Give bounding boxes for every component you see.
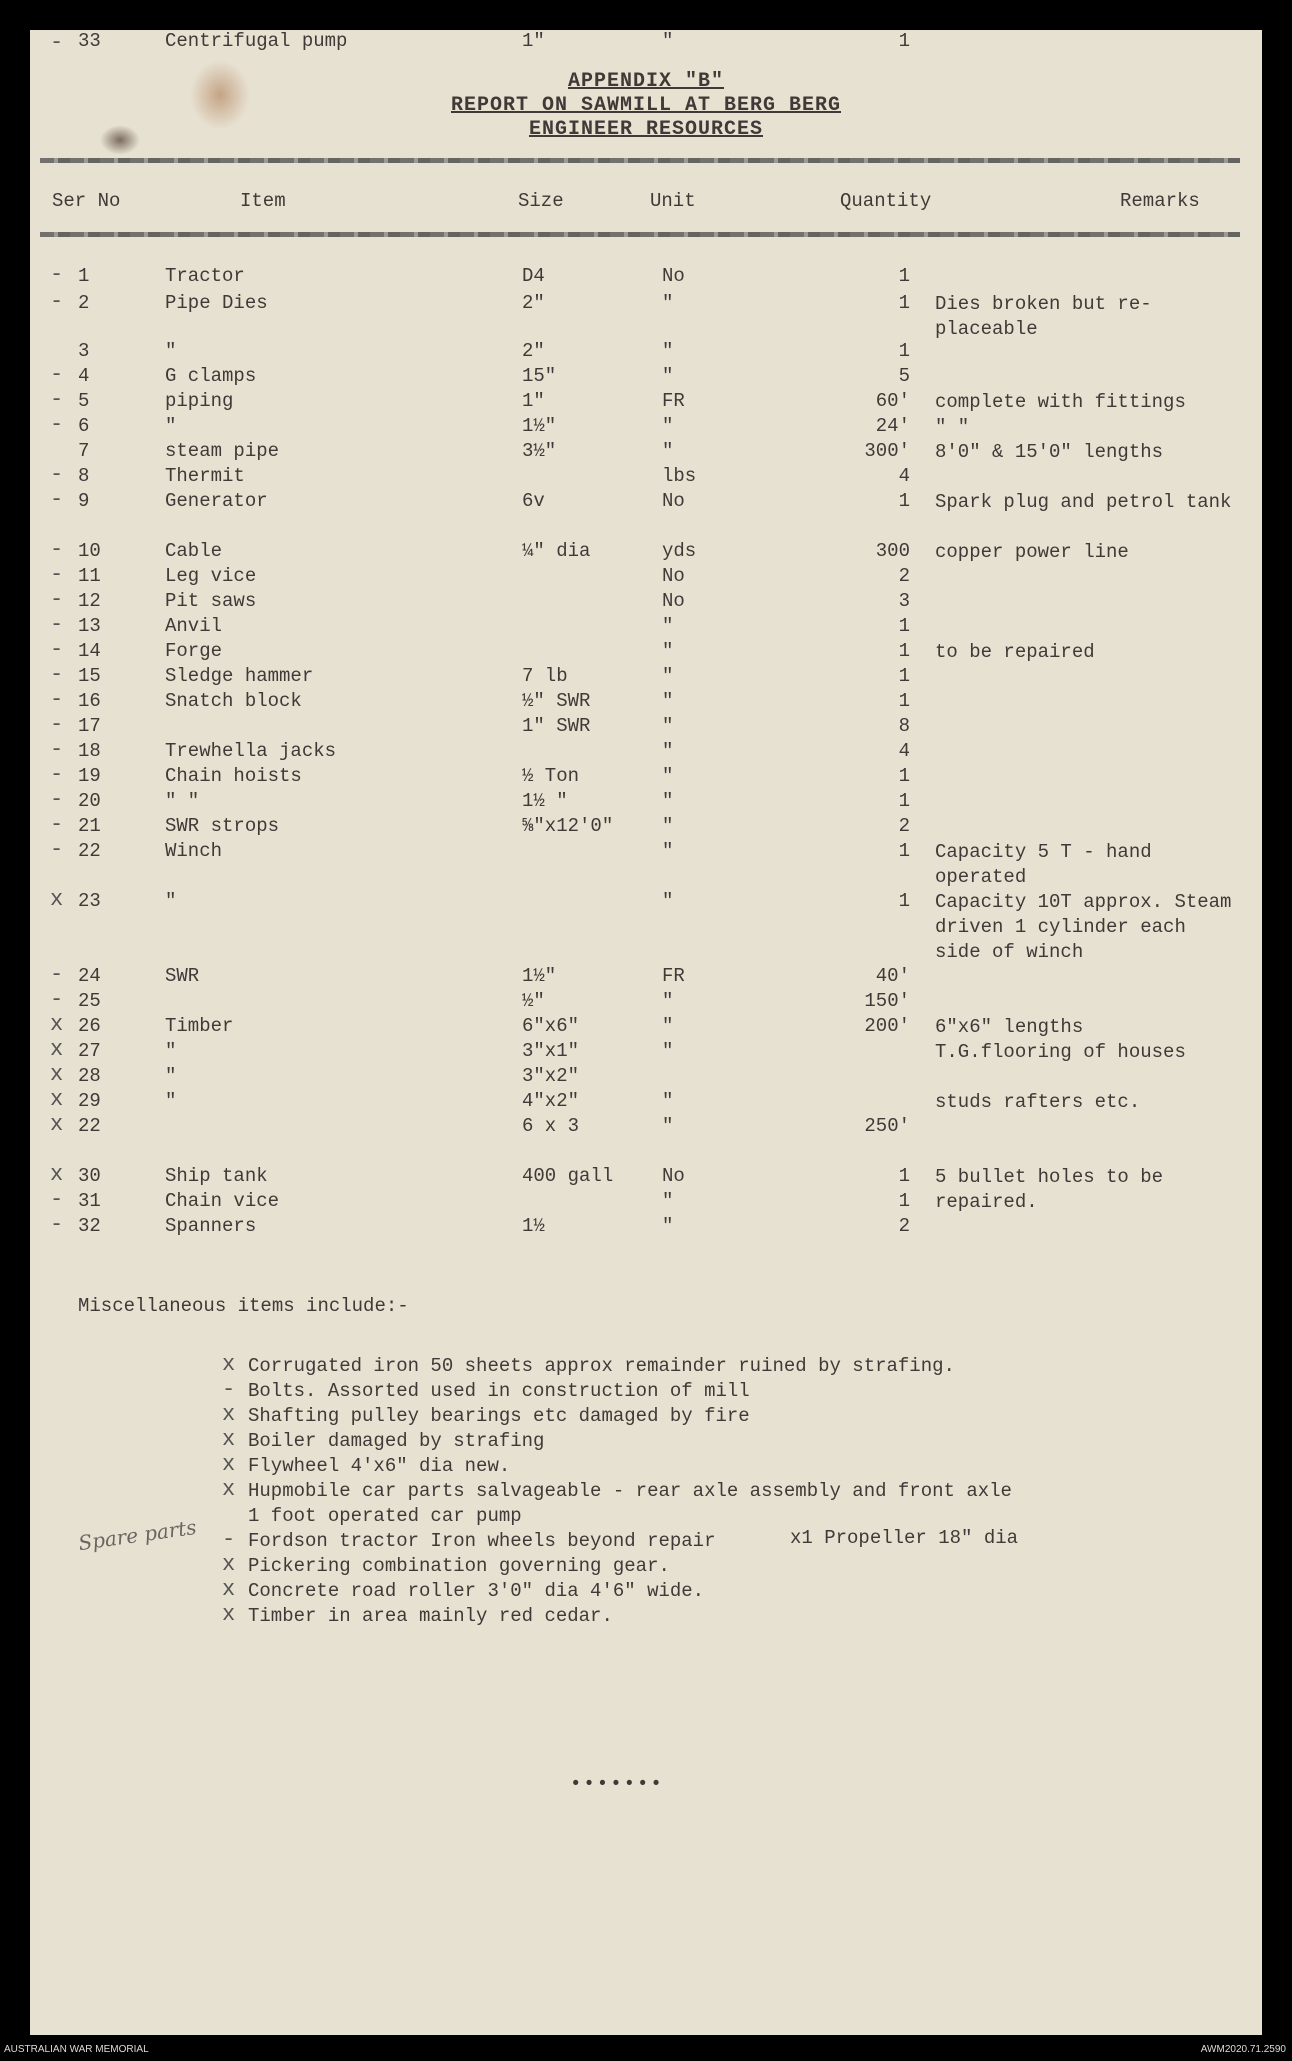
row-item: Tractor	[165, 265, 245, 287]
row-unit: lbs	[662, 465, 697, 487]
row-unit: "	[662, 415, 674, 437]
row-mark: -	[50, 487, 64, 512]
row-mark: -	[50, 587, 64, 612]
row-quantity: 1	[898, 1165, 910, 1187]
appendix-title: APPENDIX "B"	[567, 70, 725, 93]
row-quantity: 1	[898, 690, 910, 712]
row-size: 3"x1"	[522, 1040, 580, 1062]
row-mark: x	[50, 1012, 64, 1037]
row-unit: "	[662, 1190, 674, 1212]
row-item: Chain vice	[165, 1190, 280, 1212]
row-size: 400 gall	[522, 1165, 614, 1187]
row-quantity: 1	[898, 665, 910, 687]
row-unit: "	[662, 440, 674, 462]
row-unit: "	[662, 1090, 674, 1112]
misc-mark: x	[222, 1352, 236, 1377]
row-size: 6"x6"	[522, 1015, 580, 1037]
end-marks: •••••••	[570, 1773, 664, 1795]
misc-mark: x	[222, 1402, 236, 1427]
handwritten-annotation: Spare parts	[76, 1514, 198, 1556]
row-ser-no: 7	[78, 440, 90, 462]
row-remarks: studs rafters etc.	[935, 1091, 1141, 1113]
misc-item: Flywheel 4'x6" dia new.	[248, 1455, 511, 1477]
row-ser-no: 14	[78, 640, 101, 662]
row-quantity: 2	[898, 1215, 910, 1237]
row-unit: No	[662, 565, 685, 587]
row-item: G clamps	[165, 365, 257, 387]
row-ser-no: 27	[78, 1040, 101, 1062]
row-remarks: 6"x6" lengths	[935, 1016, 1084, 1038]
row-mark: -	[50, 787, 64, 812]
row-size: ½" SWR	[522, 690, 591, 712]
misc-mark: x	[222, 1552, 236, 1577]
row-unit: "	[662, 1040, 674, 1062]
row-mark: -	[50, 462, 64, 487]
row-unit: No	[662, 265, 685, 287]
row-size: 1½ "	[522, 790, 568, 812]
row-remarks: copper power line	[935, 541, 1129, 563]
row-size: 3½"	[522, 440, 557, 462]
misc-mark: x	[222, 1577, 236, 1602]
row-quantity: 300	[875, 540, 910, 562]
row-size: 1½	[522, 1215, 545, 1237]
row-quantity: 2	[898, 565, 910, 587]
row-item: Ship tank	[165, 1165, 268, 1187]
row-quantity: 1	[898, 30, 910, 52]
row-ser-no: 25	[78, 990, 101, 1012]
misc-heading: Miscellaneous items include:-	[78, 1295, 409, 1317]
row-size: D4	[522, 265, 545, 287]
row-size: 1"	[522, 390, 545, 412]
misc-item: Shafting pulley bearings etc damaged by fire	[248, 1405, 750, 1427]
misc-item: Hupmobile car parts salvageable - rear axle assembly and front axle	[248, 1480, 1012, 1502]
row-item: Cable	[165, 540, 223, 562]
footer-left: AUSTRALIAN WAR MEMORIAL	[4, 2044, 149, 2055]
row-mark: -	[50, 362, 64, 387]
row-ser-no: 32	[78, 1215, 101, 1237]
row-ser-no: 10	[78, 540, 101, 562]
row-ser-no: 8	[78, 465, 90, 487]
misc-item: Fordson tractor Iron wheels beyond repair	[248, 1530, 716, 1552]
row-remarks: complete with fittings	[935, 391, 1186, 413]
row-size: 4"x2"	[522, 1090, 580, 1112]
misc-item: Corrugated iron 50 sheets approx remainder ruined by strafing.	[248, 1355, 955, 1377]
misc-item: 1 foot operated car pump	[248, 1505, 522, 1527]
row-item: steam pipe	[165, 440, 280, 462]
row-unit: No	[662, 490, 685, 512]
row-mark: -	[50, 612, 64, 637]
row-unit: No	[662, 1165, 685, 1187]
row-size: 6v	[522, 490, 545, 512]
row-mark: -	[50, 289, 64, 314]
row-item: Thermit	[165, 465, 245, 487]
row-size: 15"	[522, 365, 557, 387]
row-size: ⅝"x12'0"	[522, 815, 614, 837]
row-remarks: 8'0" & 15'0" lengths	[935, 441, 1164, 463]
misc-mark: -	[222, 1377, 236, 1402]
row-unit: "	[662, 790, 674, 812]
row-item: Trewhella jacks	[165, 740, 337, 762]
row-ser-no: 15	[78, 665, 101, 687]
row-ser-no: 31	[78, 1190, 101, 1212]
misc-mark: -	[222, 1527, 236, 1552]
row-mark: -	[50, 837, 64, 862]
row-ser-no: 1	[78, 265, 90, 287]
row-remarks: Spark plug and petrol tank	[935, 491, 1232, 513]
row-unit: "	[662, 365, 674, 387]
row-unit: "	[662, 340, 674, 362]
row-ser-no: 33	[78, 30, 101, 52]
row-quantity: 250'	[864, 1115, 910, 1137]
row-ser-no: 4	[78, 365, 90, 387]
row-item: Chain hoists	[165, 765, 302, 787]
row-mark: -	[50, 962, 64, 987]
row-ser-no: 6	[78, 415, 90, 437]
row-item: SWR	[165, 965, 200, 987]
row-mark: -	[50, 562, 64, 587]
row-size: 2"	[522, 292, 545, 314]
misc-item: Boiler damaged by strafing	[248, 1430, 545, 1452]
row-quantity: 2	[898, 815, 910, 837]
row-unit: "	[662, 715, 674, 737]
row-item: "	[165, 415, 177, 437]
col-header-quantity: Quantity	[840, 190, 932, 212]
row-unit: "	[662, 1115, 674, 1137]
row-mark: -	[50, 412, 64, 437]
misc-mark: x	[222, 1477, 236, 1502]
row-unit: yds	[662, 540, 697, 562]
row-size: ½ Ton	[522, 765, 580, 787]
row-item: Centrifugal pump	[165, 30, 348, 52]
row-ser-no: 21	[78, 815, 101, 837]
row-item: " "	[165, 790, 200, 812]
row-size: 1½"	[522, 965, 557, 987]
row-unit: FR	[662, 965, 685, 987]
row-mark: x	[50, 1112, 64, 1137]
row-ser-no: 16	[78, 690, 101, 712]
row-ser-no: 22	[78, 840, 101, 862]
row-quantity: 24'	[875, 415, 910, 437]
row-remarks: T.G.flooring of houses	[935, 1041, 1186, 1063]
row-unit: "	[662, 292, 674, 314]
row-mark: x	[50, 1087, 64, 1112]
row-quantity: 4	[898, 465, 910, 487]
row-mark: x	[50, 1062, 64, 1087]
row-item: Snatch block	[165, 690, 302, 712]
row-ser-no: 20	[78, 790, 101, 812]
row-unit: "	[662, 890, 674, 912]
row-quantity: 1	[898, 765, 910, 787]
misc-mark: x	[222, 1452, 236, 1477]
row-quantity: 200'	[864, 1015, 910, 1037]
row-item: Winch	[165, 840, 223, 862]
misc-item: Concrete road roller 3'0" dia 4'6" wide.	[248, 1580, 705, 1602]
row-quantity: 1	[898, 615, 910, 637]
row-mark: -	[50, 737, 64, 762]
row-item: "	[165, 340, 177, 362]
footer-right: AWM2020.71.2590	[1200, 2044, 1286, 2055]
row-mark: -	[50, 662, 64, 687]
row-item: Pit saws	[165, 590, 257, 612]
row-quantity: 3	[898, 590, 910, 612]
row-mark: -	[50, 387, 64, 412]
row-size: 1½"	[522, 415, 557, 437]
misc-mark: x	[222, 1427, 236, 1452]
row-unit: "	[662, 740, 674, 762]
row-ser-no: 13	[78, 615, 101, 637]
row-remarks: Capacity 10T approx. Steam driven 1 cylinder each side of winch	[935, 891, 1232, 963]
row-quantity: 5	[898, 365, 910, 387]
row-quantity: 8	[898, 715, 910, 737]
row-mark: -	[50, 1212, 64, 1237]
row-item: "	[165, 1040, 177, 1062]
row-quantity: 1	[898, 490, 910, 512]
report-title: REPORT ON SAWMILL AT BERG BERG	[450, 94, 842, 117]
section-title: ENGINEER RESOURCES	[528, 118, 764, 141]
row-size: 6 x 3	[522, 1115, 580, 1137]
row-unit: "	[662, 815, 674, 837]
row-ser-no: 12	[78, 590, 101, 612]
row-quantity: 1	[898, 640, 910, 662]
header-rule-top	[40, 158, 1240, 163]
row-size: 2"	[522, 340, 545, 362]
row-mark: -	[50, 812, 64, 837]
row-unit: "	[662, 1215, 674, 1237]
row-mark: -	[50, 537, 64, 562]
row-unit: "	[662, 615, 674, 637]
row-ser-no: 18	[78, 740, 101, 762]
row-item: Leg vice	[165, 565, 257, 587]
misc-item: Timber in area mainly red cedar.	[248, 1605, 613, 1627]
row-unit: "	[662, 840, 674, 862]
row-size: 1"	[522, 30, 545, 52]
row-size: 3"x2"	[522, 1065, 580, 1087]
row-quantity: 300'	[864, 440, 910, 462]
row-remarks: to be repaired	[935, 641, 1095, 663]
row-ser-no: 9	[78, 490, 90, 512]
row-ser-no: 28	[78, 1065, 101, 1087]
row-mark: x	[50, 1037, 64, 1062]
row-remarks: 5 bullet holes to be repaired.	[935, 1166, 1164, 1213]
row-unit: "	[662, 640, 674, 662]
row-size: 7 lb	[522, 665, 568, 687]
row-ser-no: 19	[78, 765, 101, 787]
row-unit: "	[662, 690, 674, 712]
row-size: 1" SWR	[522, 715, 591, 737]
row-mark: -	[50, 687, 64, 712]
header-rule-bottom	[40, 232, 1240, 237]
row-unit: "	[662, 665, 674, 687]
row-mark: -	[50, 262, 64, 287]
col-header-size: Size	[518, 190, 564, 212]
row-mark: x	[50, 1162, 64, 1187]
row-unit: "	[662, 30, 674, 52]
row-ser-no: 11	[78, 565, 101, 587]
row-mark: -	[50, 1187, 64, 1212]
col-header-ser: Ser No	[52, 190, 121, 212]
row-item: Forge	[165, 640, 223, 662]
row-mark: x	[50, 887, 64, 912]
document-page	[30, 30, 1262, 2035]
row-mark: -	[50, 30, 64, 55]
row-quantity: 150'	[864, 990, 910, 1012]
row-ser-no: 23	[78, 890, 101, 912]
row-unit: FR	[662, 390, 685, 412]
row-unit: "	[662, 990, 674, 1012]
row-item: "	[165, 1090, 177, 1112]
row-mark: -	[50, 637, 64, 662]
row-quantity: 4	[898, 740, 910, 762]
misc-item: Pickering combination governing gear.	[248, 1555, 670, 1577]
row-ser-no: 30	[78, 1165, 101, 1187]
row-ser-no: 17	[78, 715, 101, 737]
row-ser-no: 26	[78, 1015, 101, 1037]
row-unit: No	[662, 590, 685, 612]
row-quantity: 1	[898, 340, 910, 362]
row-size: ½"	[522, 990, 545, 1012]
row-quantity: 40'	[875, 965, 910, 987]
row-item: Sledge hammer	[165, 665, 314, 687]
row-unit: "	[662, 1015, 674, 1037]
col-header-remarks: Remarks	[1120, 190, 1200, 212]
row-ser-no: 5	[78, 390, 90, 412]
misc-mark: x	[222, 1602, 236, 1627]
row-item: "	[165, 890, 177, 912]
row-ser-no: 3	[78, 340, 90, 362]
row-item: Anvil	[165, 615, 223, 637]
row-item: piping	[165, 390, 234, 412]
row-item: Spanners	[165, 1215, 257, 1237]
row-ser-no: 24	[78, 965, 101, 987]
row-quantity: 1	[898, 840, 910, 862]
row-quantity: 1	[898, 890, 910, 912]
row-ser-no: 2	[78, 292, 90, 314]
row-item: Timber	[165, 1015, 234, 1037]
row-item: SWR strops	[165, 815, 280, 837]
row-ser-no: 22	[78, 1115, 101, 1137]
row-item: "	[165, 1065, 177, 1087]
row-quantity: 1	[898, 292, 910, 314]
row-mark: -	[50, 762, 64, 787]
row-quantity: 1	[898, 1190, 910, 1212]
row-mark: -	[50, 712, 64, 737]
row-item: Generator	[165, 490, 268, 512]
col-header-unit: Unit	[650, 190, 696, 212]
row-unit: "	[662, 765, 674, 787]
col-header-item: Item	[240, 190, 286, 212]
misc-item: Bolts. Assorted used in construction of mill	[248, 1380, 750, 1402]
row-remarks: Capacity 5 T - hand operated	[935, 841, 1152, 888]
row-mark: -	[50, 987, 64, 1012]
row-item: Pipe Dies	[165, 292, 268, 314]
row-quantity: 1	[898, 790, 910, 812]
row-quantity: 1	[898, 265, 910, 287]
row-ser-no: 29	[78, 1090, 101, 1112]
row-remarks: Dies broken but re- placeable	[935, 293, 1152, 340]
row-remarks: " "	[935, 416, 970, 438]
propeller-note: x1 Propeller 18" dia	[790, 1527, 1019, 1549]
row-size: ¼" dia	[522, 540, 591, 562]
row-quantity: 60'	[875, 390, 910, 412]
